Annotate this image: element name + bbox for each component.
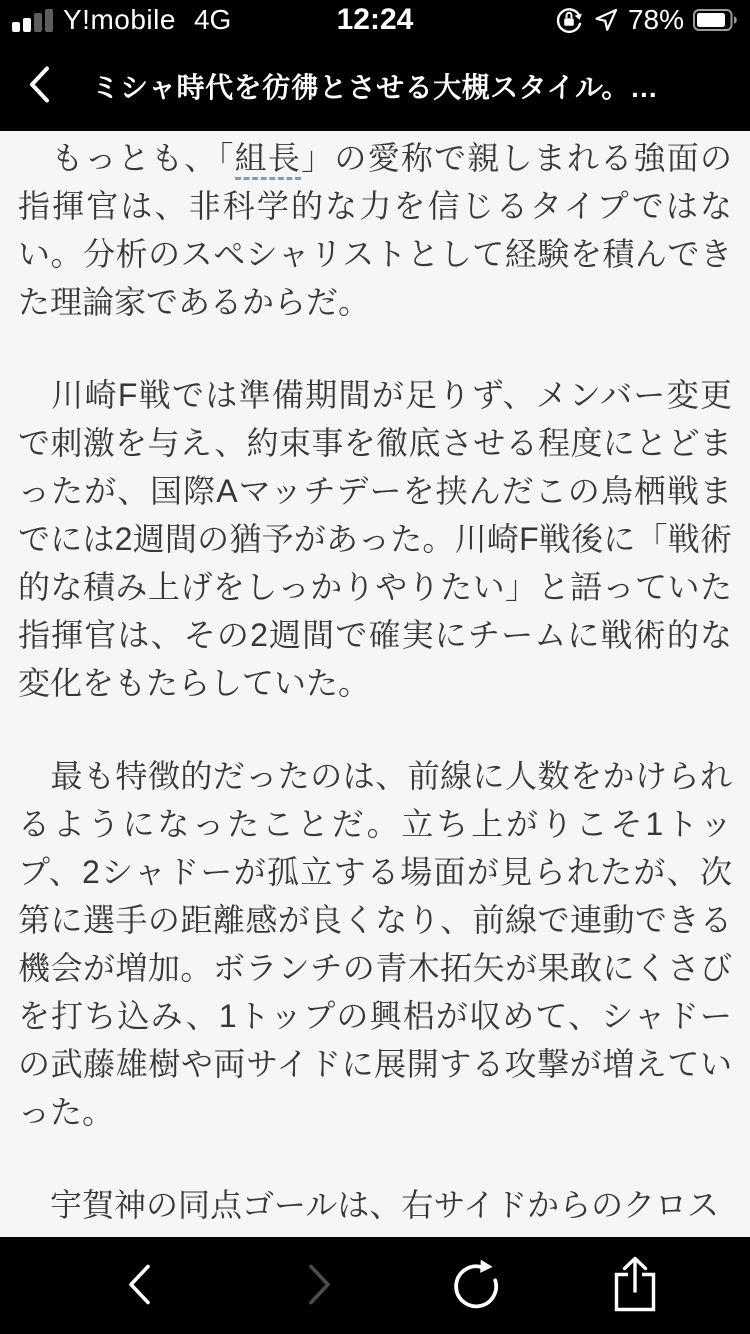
toolbar-back-button[interactable]	[126, 1262, 152, 1309]
browser-toolbar	[0, 1237, 750, 1334]
nav-back-button[interactable]	[22, 59, 56, 112]
paragraph-text: もっとも、「	[18, 140, 235, 176]
battery-icon	[693, 9, 738, 31]
article-body	[0, 131, 750, 1237]
paragraph-text: 」の愛称で親しまれる強面の指揮官は、非科学的な力を信じるタイプではない。分析のスペシャリストとして経験を積んできた理論家であるからだ。	[18, 140, 732, 320]
network-type-label: 4G	[193, 4, 232, 35]
annotated-term-link[interactable]: 組長	[235, 140, 301, 180]
battery-percent-label: 78%	[627, 4, 684, 35]
toolbar-reload-button[interactable]	[451, 1257, 503, 1314]
carrier-label: Y!mobile	[63, 4, 176, 35]
status-left-group	[12, 4, 231, 36]
nav-bar	[0, 40, 750, 131]
location-arrow-icon	[593, 7, 619, 33]
chevron-right-icon	[307, 1294, 333, 1309]
toolbar-share-button[interactable]	[611, 1255, 659, 1316]
chevron-left-icon	[28, 91, 50, 106]
article-paragraph: 最も特徴的だったのは、前線に人数をかけられるようになったことだ。立ち上がりこそ1トップ、2シャドーが孤立する場面が見られたが、次第に選手の距離感が良くなり、前線で連動できる機会が増加。ボランチの青木拓矢が果敢にくさびを打ち込み、1トップの興梠が収めて、シャドーの武藤雄樹や両サイドに展開する攻撃が増えていった。	[18, 758, 732, 1130]
chevron-left-icon	[126, 1294, 152, 1309]
page-title: ミシャ時代を彷彿とさせる大槻スタイル。…	[91, 71, 659, 103]
status-right-group	[554, 4, 738, 36]
article-paragraph: 川崎F戦では準備期間が足りず、メンバー変更で刺激を与え、約束事を徹底させる程度にとどまったが、国際Aマッチデーを挟んだこの鳥栖戦までには2週間の猶予があった。川崎F戦後に「戦術的な積み上げをしっかりやりたい」と語っていた指揮官は、その2週間で確実にチームに戦術的な変化をもたらしていた。	[18, 377, 732, 701]
share-icon	[611, 1301, 659, 1316]
toolbar-forward-button[interactable]	[307, 1262, 333, 1309]
article-paragraph	[18, 134, 732, 326]
status-time: 12:24	[336, 3, 414, 36]
signal-strength-icon	[12, 6, 53, 35]
status-bar	[0, 0, 750, 40]
reload-icon	[451, 1299, 503, 1314]
article-paragraph: 宇賀神の同点ゴールは、右サイドからのクロス	[18, 1187, 720, 1223]
rotation-lock-icon	[554, 5, 584, 35]
